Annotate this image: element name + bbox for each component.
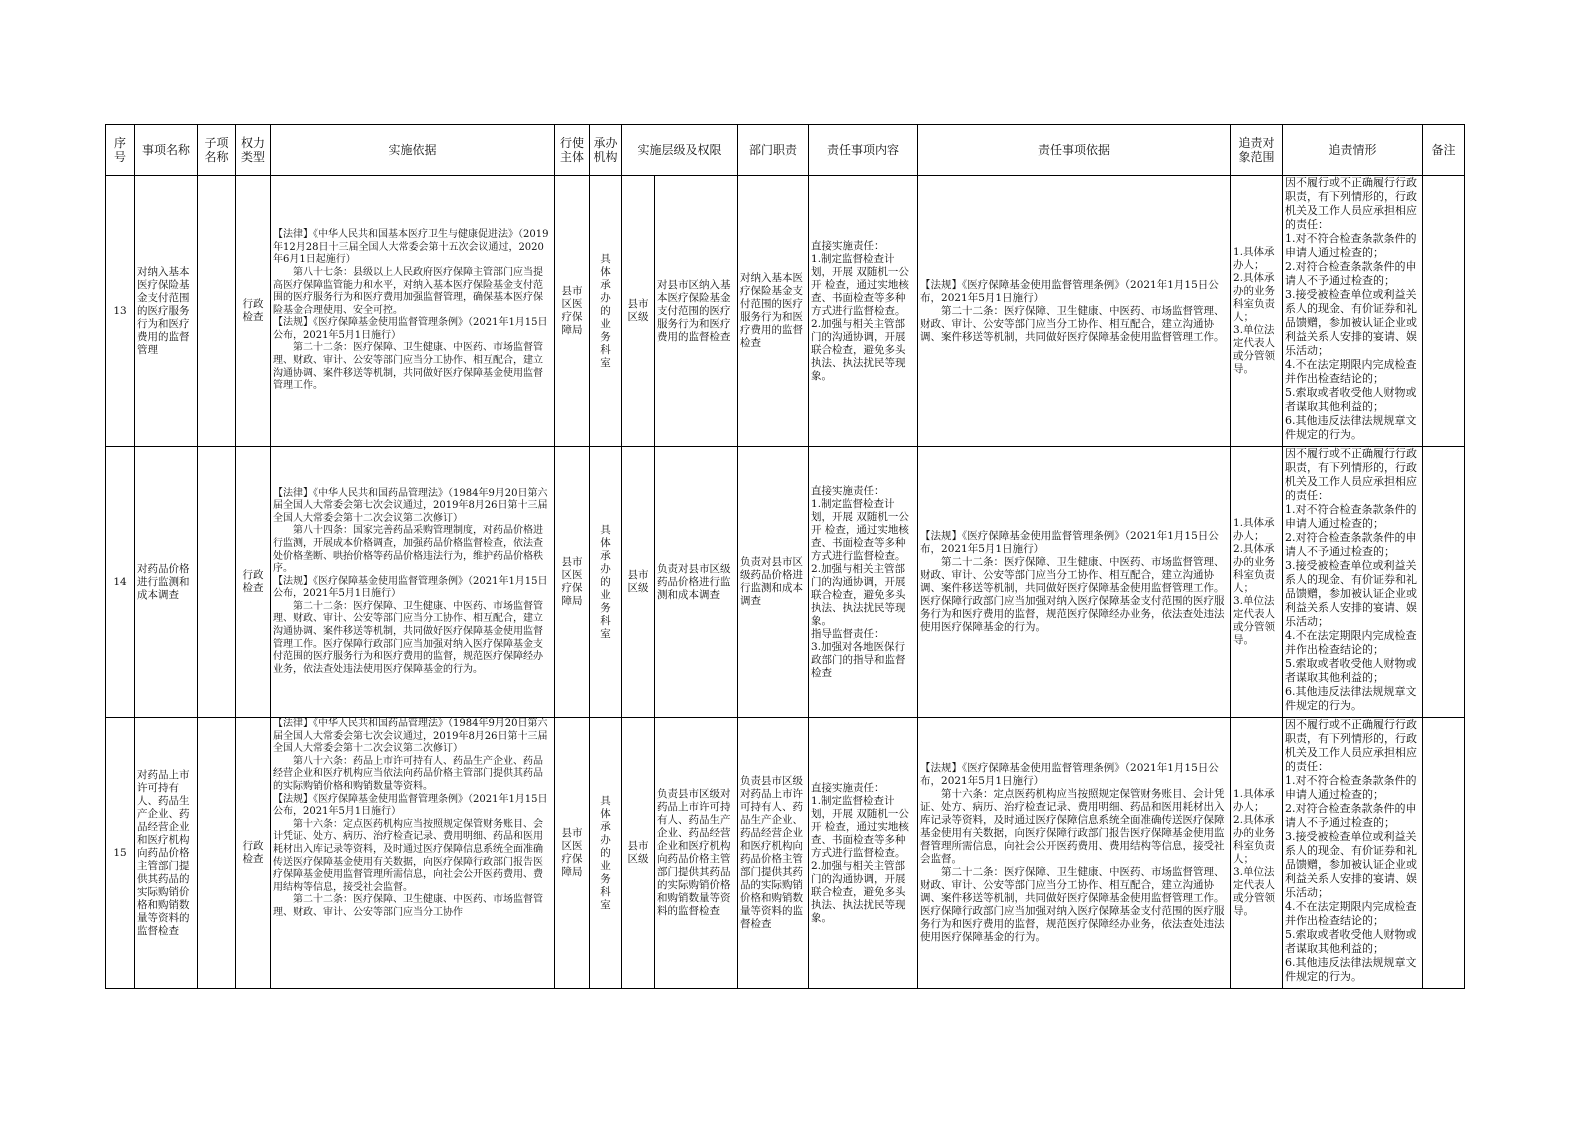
row-power-type: 行政 检查	[236, 176, 271, 447]
row-level: 县市 区级	[622, 718, 655, 989]
row-sub-name	[198, 447, 236, 718]
row-level-scope: 对县市区纳入基本医疗保险基金支付范围的医疗服务行为和医疗费用的监督检查	[655, 176, 738, 447]
header-level: 实施层级及权限	[622, 125, 738, 176]
table-row	[106, 176, 1465, 447]
row-subject: 县市 区医 疗保 障局	[555, 718, 590, 989]
row-level: 县市 区级	[622, 176, 655, 447]
row-item-name: 对药品上市许可持有人、药品生产企业、药品经营企业和医疗机构向药品价格主管部门提供其药品的实际购销价格和购销数量等资料的监督检查	[135, 718, 198, 989]
row-scope: 1.具体承办人； 2.具体承办的业务科室负责人； 3.单位法定代表人或分管领导。	[1231, 447, 1283, 718]
row-seq: 13	[106, 176, 135, 447]
header-sub: 子项 名称	[198, 125, 236, 176]
row-situation: 因不履行或不正确履行行政职责，有下列情形的，行政机关及工作人员应承担相应的责任： 1.对不符合检查条款条件的申请人通过检查的； 2.对符合检查条款条件的申请人不予通过检查的； 3.接受被检查单位或利益关系人的现金、有价证券和礼品馈赠，参加被认证企业或利益关系人安排的宴请、娱乐活动； 4.不在法定期限内完成检查并作出检查结论的； 5.索取或者收受他人财物或者谋取其他利益的； 6.其他违反法律法规规章文件规定的行为。	[1285, 176, 1418, 441]
row-org: 具 体 承 办 的 业 务 科 室	[590, 718, 622, 989]
row-org: 具 体 承 办 的 业 务 科 室	[590, 176, 622, 447]
row-note	[1423, 718, 1465, 989]
row-basis-cell	[271, 447, 555, 718]
row-situation: 因不履行或不正确履行行政职责，有下列情形的，行政机关及工作人员应承担相应的责任： 1.对不符合检查条款条件的申请人通过检查的； 2.对符合检查条款条件的申请人不予通过检查的； 3.接受被检查单位或利益关系人的现金、有价证券和礼品馈赠，参加被认证企业或利益关系人安排的宴请、娱乐活动； 4.不在法定期限内完成检查并作出检查结论的； 5.索取或者收受他人财物或者谋取其他利益的； 6.其他违反法律法规规章文件规定的行为。	[1285, 718, 1418, 983]
row-content: 直接实施责任： 1.制定监督检查计划，开展 双随机一公开 检查，通过实地核查、书面检查等多种方式进行监督检查。 2.加强与相关主管部门的沟通协调，开展联合检查，避免多头执法、执法扰民等现象。	[809, 718, 918, 989]
row-subject: 县市 区医 疗保 障局	[555, 447, 590, 718]
row-level: 县市 区级	[622, 447, 655, 718]
row-level-scope: 负责对县市区级药品价格进行监测和成本调查	[655, 447, 738, 718]
row-scope: 1.具体承办人； 2.具体承办的业务科室负责人； 3.单位法定代表人或分管领导。	[1231, 718, 1283, 989]
row-duty: 对纳入基本医疗保险基金支付范围的医疗服务行为和医疗费用的监督检查	[738, 176, 809, 447]
header-duty: 部门职责	[738, 125, 809, 176]
row-duty: 负责县市区级对药品上市许可持有人、药品生产企业、药品经营企业和医疗机构向药品价格主管部门提供其药品的实际购销价格和购销数量等资料的监督检查	[738, 718, 809, 989]
row-power-type: 行政 检查	[236, 718, 271, 989]
row-basis: 【法律】《中华人民共和国药品管理法》（1984年9月20日第六届全国人大常委会第七次会议通过，2019年8月26日第十三届全国人大常委会第十二次会议第二次修订） 第八十四条：国家完善药品采购管理制度，对药品价格进行监测，开展成本价格调查，加强药品价格监督检查，依法查处价格垄断、哄抬价格等药品价格违法行为，维护药品价格秩序。 【法规】《医疗保障基金使用监督管理条例》（2021年1月15日公布，2021年5月1日施行） 第二十二条：医疗保障、卫生健康、中医药、市场监督管理、财政、审计、公安等部门应当分工协作、相互配合，建立沟通协调、案件移送等机制，共同做好医疗保障基金使用监督管理工作。医疗保障行政部门应当加强对纳入医疗保障基金支付范围的医疗服务行为和医疗费用的监督，规范医疗保障经办业务，依法查处违法使用医疗保障基金的行为。	[273, 487, 548, 675]
table-row	[106, 718, 1465, 989]
header-name: 事项名称	[135, 125, 198, 176]
row-basis: 【法律】《中华人民共和国药品管理法》（1984年9月20日第六届全国人大常委会第七次会议通过，2019年8月26日第十三届全国人大常委会第十二次会议第二次修订） 第八十六条：药品上市许可持有人、药品生产企业、药品经营企业和医疗机构应当依法向药品价格主管部门提供其药品的实际购销价格和购销数量等资料。 【法规】《医疗保障基金使用监督管理条例》（2021年1月15日公布，2021年5月1日施行） 第十六条：定点医药机构应当按照规定保管财务账目、会计凭证、处方、病历、治疗检查记录、费用明细、药品和医用耗材出入库记录等资料，及时通过医疗保障信息系统全面准确传送医疗保障基金使用有关数据，向医疗保障行政部门报告医疗保障基金使用监督管理所需信息，向社会公开医药费用、费用结构等信息，接受社会监督。 第二十二条：医疗保障、卫生健康、中医药、市场监督管理、财政、审计、公安等部门应当分工协作	[273, 718, 548, 918]
responsibility-table	[105, 124, 1465, 989]
header-situation: 追责情形	[1283, 125, 1423, 176]
row-org: 具 体 承 办 的 业 务 科 室	[590, 447, 622, 718]
row-resp-basis: 【法规】《医疗保障基金使用监督管理条例》（2021年1月15日公布，2021年5月1日施行） 第十六条：定点医药机构应当按照规定保管财务账目、会计凭证、处方、病历、治疗检查记录、费用明细、药品和医用耗材出入库记录等资料，及时通过医疗保障信息系统全面准确传送医疗保障基金使用有关数据，向医疗保障行政部门报告医疗保障基金使用监督管理所需信息，向社会公开医药费用、费用结构等信息，接受社会监督。 第二十二条：医疗保障、卫生健康、中医药、市场监督管理、财政、审计、公安等部门应当分工协作、相互配合，建立沟通协调、案件移送等机制，共同做好医疗保障基金使用监督管理工作。医疗保障行政部门应当加强对纳入医疗保障基金支付范围的医疗服务行为和医疗费用的监督，规范医疗保障经办业务，依法查处违法使用医疗保障基金的行为。	[918, 718, 1231, 989]
row-situation-cell	[1283, 718, 1423, 989]
row-situation: 因不履行或不正确履行行政职责，有下列情形的，行政机关及工作人员应承担相应的责任： 1.对不符合检查条款条件的申请人通过检查的； 2.对符合检查条款条件的申请人不予通过检查的； 3.接受被检查单位或利益关系人的现金、有价证券和礼品馈赠，参加被认证企业或利益关系人安排的宴请、娱乐活动； 4.不在法定期限内完成检查并作出检查结论的； 5.索取或者收受他人财物或者谋取其他利益的； 6.其他违反法律法规规章文件规定的行为。	[1285, 447, 1418, 712]
row-note	[1423, 447, 1465, 718]
row-sub-name	[198, 718, 236, 989]
row-power-type: 行政 检查	[236, 447, 271, 718]
row-situation-cell	[1283, 447, 1423, 718]
row-situation-cell	[1283, 176, 1423, 447]
header-row	[106, 125, 1465, 176]
row-level-scope: 负责县市区级对药品上市许可持有人、药品生产企业、药品经营企业和医疗机构向药品价格主管部门提供其药品的实际购销价格和购销数量等资料的监督检查	[655, 718, 738, 989]
header-content: 责任事项内容	[809, 125, 918, 176]
header-org: 承办 机构	[590, 125, 622, 176]
header-note: 备注	[1423, 125, 1465, 176]
header-seq: 序 号	[106, 125, 135, 176]
row-sub-name	[198, 176, 236, 447]
row-seq: 14	[106, 447, 135, 718]
row-basis-cell	[271, 176, 555, 447]
row-subject: 县市 区医 疗保 障局	[555, 176, 590, 447]
row-resp-basis: 【法规】《医疗保障基金使用监督管理条例》（2021年1月15日公布，2021年5月1日施行） 第二十二条：医疗保障、卫生健康、中医药、市场监督管理、财政、审计、公安等部门应当分工协作、相互配合，建立沟通协调、案件移送等机制，共同做好医疗保障基金使用监督管理工作。医疗保障行政部门应当加强对纳入医疗保障基金支付范围的医疗服务行为和医疗费用的监督，规范医疗保障经办业务，依法查处违法使用医疗保障基金的行为。	[918, 447, 1231, 718]
row-basis-cell	[271, 718, 555, 989]
row-content: 直接实施责任： 1.制定监督检查计划，开展 双随机一公开 检查，通过实地核查、书面检查等多种方式进行监督检查。 2.加强与相关主管部门的沟通协调，开展联合检查，避免多头执法、执法扰民等现象。 指导监督责任： 3.加强对各地医保行政部门的指导和监督检查	[809, 447, 918, 718]
header-basis: 实施依据	[271, 125, 555, 176]
row-resp-basis: 【法规】《医疗保障基金使用监督管理条例》（2021年1月15日公布，2021年5月1日施行） 第二十二条：医疗保障、卫生健康、中医药、市场监督管理、财政、审计、公安等部门应当分工协作、相互配合，建立沟通协调、案件移送等机制，共同做好医疗保障基金使用监督管理工作。	[918, 176, 1231, 447]
row-scope: 1.具体承办人； 2.具体承办的业务科室负责人； 3.单位法定代表人或分管领导。	[1231, 176, 1283, 447]
row-item-name: 对药品价格进行监测和成本调查	[135, 447, 198, 718]
header-subject: 行使 主体	[555, 125, 590, 176]
row-content: 直接实施责任： 1.制定监督检查计划，开展 双随机一公开 检查，通过实地核查、书面检查等多种方式进行监督检查。 2.加强与相关主管部门的沟通协调，开展联合检查，避免多头执法、执法扰民等现象。	[809, 176, 918, 447]
row-note	[1423, 176, 1465, 447]
header-type: 权力 类型	[236, 125, 271, 176]
row-item-name: 对纳入基本医疗保险基金支付范围的医疗服务行为和医疗费用的监督管理	[135, 176, 198, 447]
row-seq: 15	[106, 718, 135, 989]
table-row	[106, 447, 1465, 718]
row-duty: 负责对县市区级药品价格进行监测和成本调查	[738, 447, 809, 718]
row-basis: 【法律】《中华人民共和国基本医疗卫生与健康促进法》（2019年12月28日十三届全国人大常委会第十五次会议通过，2020年6月1日起施行） 第八十七条：县级以上人民政府医疗保障主管部门应当提高医疗保障监管能力和水平，对纳入基本医疗保险基金支付范围的医疗服务行为和医疗费用加强监督管理，确保基本医疗保险基金合理使用、安全可控。 【法规】《医疗保障基金使用监督管理条例》（2021年1月15日公布，2021年5月1日施行） 第二十二条：医疗保障、卫生健康、中医药、市场监督管理、财政、审计、公安等部门应当分工协作、相互配合，建立沟通协调、案件移送等机制，共同做好医疗保障基金使用监督管理工作。	[273, 229, 549, 392]
header-resp-basis: 责任事项依据	[918, 125, 1231, 176]
header-scope: 追责对 象范围	[1231, 125, 1283, 176]
